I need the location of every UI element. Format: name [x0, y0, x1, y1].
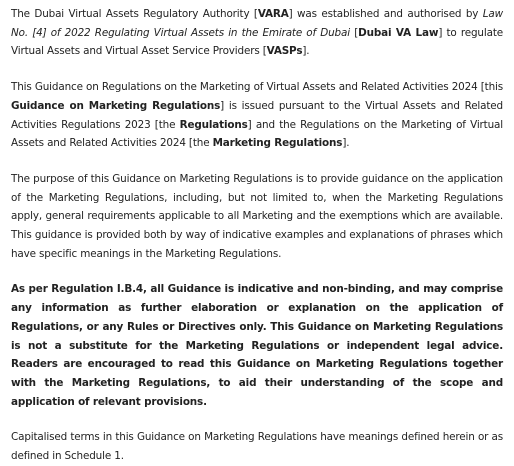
text: ]. — [302, 45, 310, 58]
law-reference: Law No. [4] of 2022 Regulating Virtual Assets in the Emirate of Dubai — [11, 8, 503, 39]
defined-term-dubai-va-law: Dubai VA Law — [358, 26, 439, 39]
disclaimer-text: As per Regulation I.B.4, all Guidance is indicative and non-binding, and may comprise any information as further elaboration or explanation on the application of Regulations, or any Rules or Directives only. This Guidance on Marketing Regulations is not a substitute for the Marketing Regulations or independent legal advice. Readers are encouraged to read this Guidance on Marketing Regulations together with the Marketing Regulations, to aid their understanding of the scope and application of relevant provisions. — [11, 283, 503, 408]
defined-term-guidance: Guidance on Marketing Regulations — [11, 99, 221, 112]
paragraph-vara-establishment — [11, 5, 503, 61]
paragraph-capitalised-terms: Capitalised terms in this Guidance on Marketing Regulations have meanings defined herein or as defined in Schedule 1. — [11, 431, 503, 463]
text: ]. — [342, 137, 350, 150]
text: The Dubai Virtual Assets Regulatory Authority [ — [11, 8, 258, 20]
defined-term-regulations: Regulations — [179, 118, 248, 131]
text: ] was established and authorised by — [288, 8, 483, 20]
defined-term-marketing-regulations: Marketing Regulations — [212, 137, 343, 150]
text: ] is issued pursuant to the Virtual Assets and Related Activities Regulations 2023 [the — [11, 99, 503, 131]
paragraph-guidance-issuance — [11, 78, 503, 153]
defined-term-vara: VARA — [257, 8, 289, 20]
paragraph-purpose: The purpose of this Guidance on Marketing Regulations is to provide guidance on the application of the Marketing Regulations, including, but not limited to, when the Marketing Regulations apply, general requirements applicable to all Marketing and the exemptions which are available. This guidance is provided both by way of indicative examples and explanations of phrases which have specific meanings in the Marketing Regulations. — [11, 172, 503, 260]
text: [ — [349, 26, 359, 39]
paragraph-disclaimer — [11, 280, 503, 411]
text: ] to regulate Virtual Assets and Virtual Asset Service Providers [ — [11, 26, 503, 58]
text: This Guidance on Regulations on the Marketing of Virtual Assets and Related Activities 2024 [this — [11, 81, 503, 94]
defined-term-vasps: VASPs — [266, 45, 303, 58]
text: ] and the Regulations on the Marketing of Virtual Assets and Related Activities 2024 [the — [11, 118, 503, 150]
